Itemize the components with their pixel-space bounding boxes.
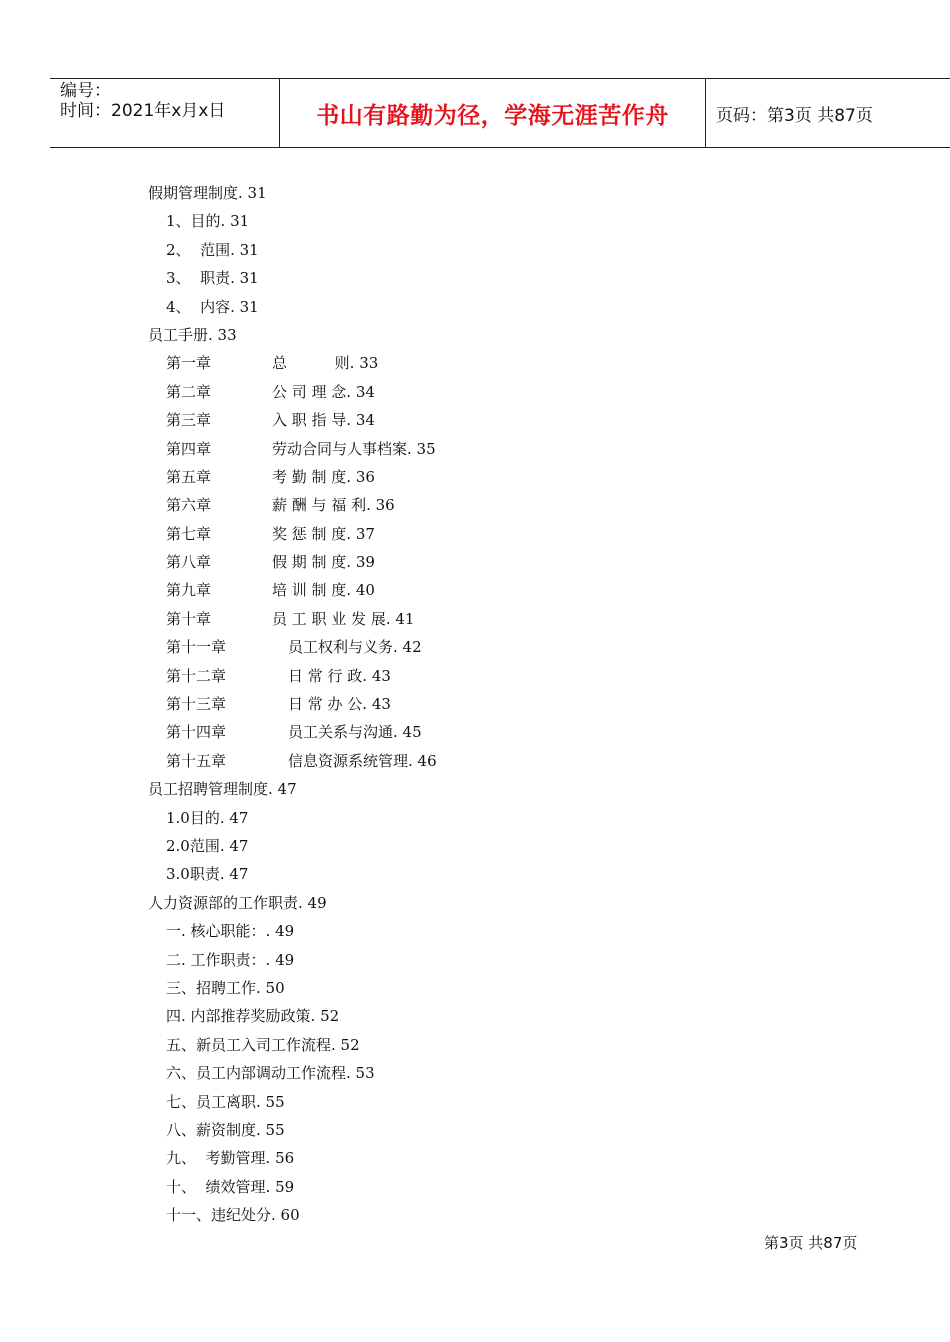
toc-entry[interactable]: [148, 1173, 437, 1201]
toc-entry-text: 员 工 职 业 发 展. 41: [272, 609, 415, 628]
toc-entry-text: 十、 绩效管理. 59: [166, 1177, 295, 1196]
toc-entry-text: 3.0职责. 47: [166, 865, 249, 884]
toc-entry-text: 八、薪资制度. 55: [166, 1120, 285, 1139]
document-time: 时间：2021年x月x日: [60, 101, 226, 121]
toc-entry-text: 二. 工作职责：. 49: [166, 950, 295, 969]
toc-entry[interactable]: [148, 1031, 437, 1059]
toc-entry[interactable]: [148, 1059, 437, 1087]
toc-entry-text: 十一、违纪处分. 60: [166, 1206, 300, 1225]
header-page-info: 页码：第3页 共87页: [716, 105, 873, 126]
toc-chapter-number: 第六章: [166, 496, 212, 515]
toc-entry-text: 1、目的. 31: [166, 212, 250, 231]
toc-entry-text: 总 则. 33: [272, 354, 379, 373]
toc-chapter-number: 第五章: [166, 467, 212, 486]
page-footer: 第3页 共87页: [764, 1234, 858, 1252]
toc-entry[interactable]: [148, 1088, 437, 1116]
toc-chapter-number: 第一章: [166, 354, 212, 373]
toc-entry[interactable]: [148, 718, 437, 746]
toc-entry-text: 员工关系与沟通. 45: [288, 723, 422, 742]
header-meta: [50, 79, 280, 147]
toc-chapter-number: 第十章: [166, 609, 212, 628]
toc-chapter-number: 第十二章: [166, 666, 227, 685]
toc-entry[interactable]: [148, 974, 437, 1002]
toc-section-entry[interactable]: [148, 179, 437, 207]
toc-entry[interactable]: [148, 1002, 437, 1030]
toc-entry[interactable]: [148, 491, 437, 519]
toc-entry-text: 假 期 制 度. 39: [272, 553, 375, 572]
page-header: [50, 78, 950, 148]
toc-entry[interactable]: [148, 946, 437, 974]
toc-entry-text: 三、招聘工作. 50: [166, 978, 285, 997]
toc-entry[interactable]: [148, 832, 437, 860]
toc-entry-text: 薪 酬 与 福 利. 36: [272, 496, 395, 515]
toc-entry-text: 劳动合同与人事档案. 35: [272, 439, 436, 458]
toc-chapter-number: 第七章: [166, 524, 212, 543]
toc-entry[interactable]: [148, 264, 437, 292]
toc-entry-text: 六、员工内部调动工作流程. 53: [166, 1064, 375, 1083]
toc-entry[interactable]: [148, 804, 437, 832]
toc-entry[interactable]: [148, 576, 437, 604]
toc-entry[interactable]: [148, 463, 437, 491]
toc-chapter-number: 第十五章: [166, 751, 227, 770]
toc-entry[interactable]: [148, 548, 437, 576]
toc-chapter-number: 第四章: [166, 439, 212, 458]
toc-entry[interactable]: [148, 349, 437, 377]
toc-entry[interactable]: [148, 690, 437, 718]
toc-entry-text: 2、 范围. 31: [166, 240, 259, 259]
toc-entry[interactable]: [148, 860, 437, 888]
toc-entry-text: 1.0目的. 47: [166, 808, 249, 827]
toc-entry[interactable]: [148, 917, 437, 945]
toc-entry-text: 日 常 办 公. 43: [288, 695, 391, 714]
toc-entry-text: 4、 内容. 31: [166, 297, 259, 316]
toc-chapter-number: 第十一章: [166, 638, 227, 657]
toc-entry[interactable]: [148, 207, 437, 235]
header-motto: 书山有路勤为径，学海无涯苦作舟: [280, 79, 706, 147]
toc-entry-text: 公 司 理 念. 34: [272, 382, 375, 401]
toc-entry-text: 人力资源部的工作职责. 49: [148, 893, 327, 912]
toc-entry-text: 四. 内部推荐奖励政策. 52: [166, 1007, 340, 1026]
toc-chapter-number: 第十四章: [166, 723, 227, 742]
toc-section-entry[interactable]: [148, 775, 437, 803]
toc-entry-text: 员工权利与义务. 42: [288, 638, 422, 657]
toc-chapter-number: 第十三章: [166, 695, 227, 714]
toc-entry[interactable]: [148, 747, 437, 775]
toc-entry[interactable]: [148, 1201, 437, 1229]
toc-entry-text: 七、员工离职. 55: [166, 1092, 285, 1111]
toc-entry[interactable]: [148, 236, 437, 264]
toc-entry-text: 日 常 行 政. 43: [288, 666, 391, 685]
toc-entry-text: 九、 考勤管理. 56: [166, 1149, 295, 1168]
table-of-contents: [148, 179, 437, 1229]
document-number-label: 编号：: [60, 81, 111, 101]
toc-section-entry[interactable]: [148, 889, 437, 917]
toc-entry[interactable]: [148, 1144, 437, 1172]
toc-entry-text: 五、新员工入司工作流程. 52: [166, 1035, 360, 1054]
toc-entry[interactable]: [148, 633, 437, 661]
toc-chapter-number: 第三章: [166, 411, 212, 430]
toc-chapter-number: 第八章: [166, 553, 212, 572]
toc-entry[interactable]: [148, 293, 437, 321]
toc-entry-text: 2.0范围. 47: [166, 836, 249, 855]
toc-entry[interactable]: [148, 435, 437, 463]
toc-entry-text: 信息资源系统管理. 46: [288, 751, 437, 770]
toc-entry[interactable]: [148, 662, 437, 690]
toc-entry[interactable]: [148, 520, 437, 548]
toc-entry[interactable]: [148, 605, 437, 633]
toc-entry[interactable]: [148, 406, 437, 434]
toc-entry-text: 一. 核心职能：. 49: [166, 922, 295, 941]
toc-entry-text: 入 职 指 导. 34: [272, 411, 375, 430]
toc-section-entry[interactable]: [148, 321, 437, 349]
toc-entry[interactable]: [148, 378, 437, 406]
toc-entry-text: 培 训 制 度. 40: [272, 581, 375, 600]
toc-entry-text: 3、 职责. 31: [166, 269, 259, 288]
toc-entry[interactable]: [148, 1116, 437, 1144]
toc-entry-text: 员工手册. 33: [148, 325, 237, 344]
toc-entry-text: 奖 惩 制 度. 37: [272, 524, 375, 543]
toc-entry-text: 假期管理制度. 31: [148, 184, 267, 202]
toc-chapter-number: 第九章: [166, 581, 212, 600]
toc-entry-text: 员工招聘管理制度. 47: [148, 780, 297, 799]
toc-entry-text: 考 勤 制 度. 36: [272, 467, 375, 486]
toc-chapter-number: 第二章: [166, 382, 212, 401]
